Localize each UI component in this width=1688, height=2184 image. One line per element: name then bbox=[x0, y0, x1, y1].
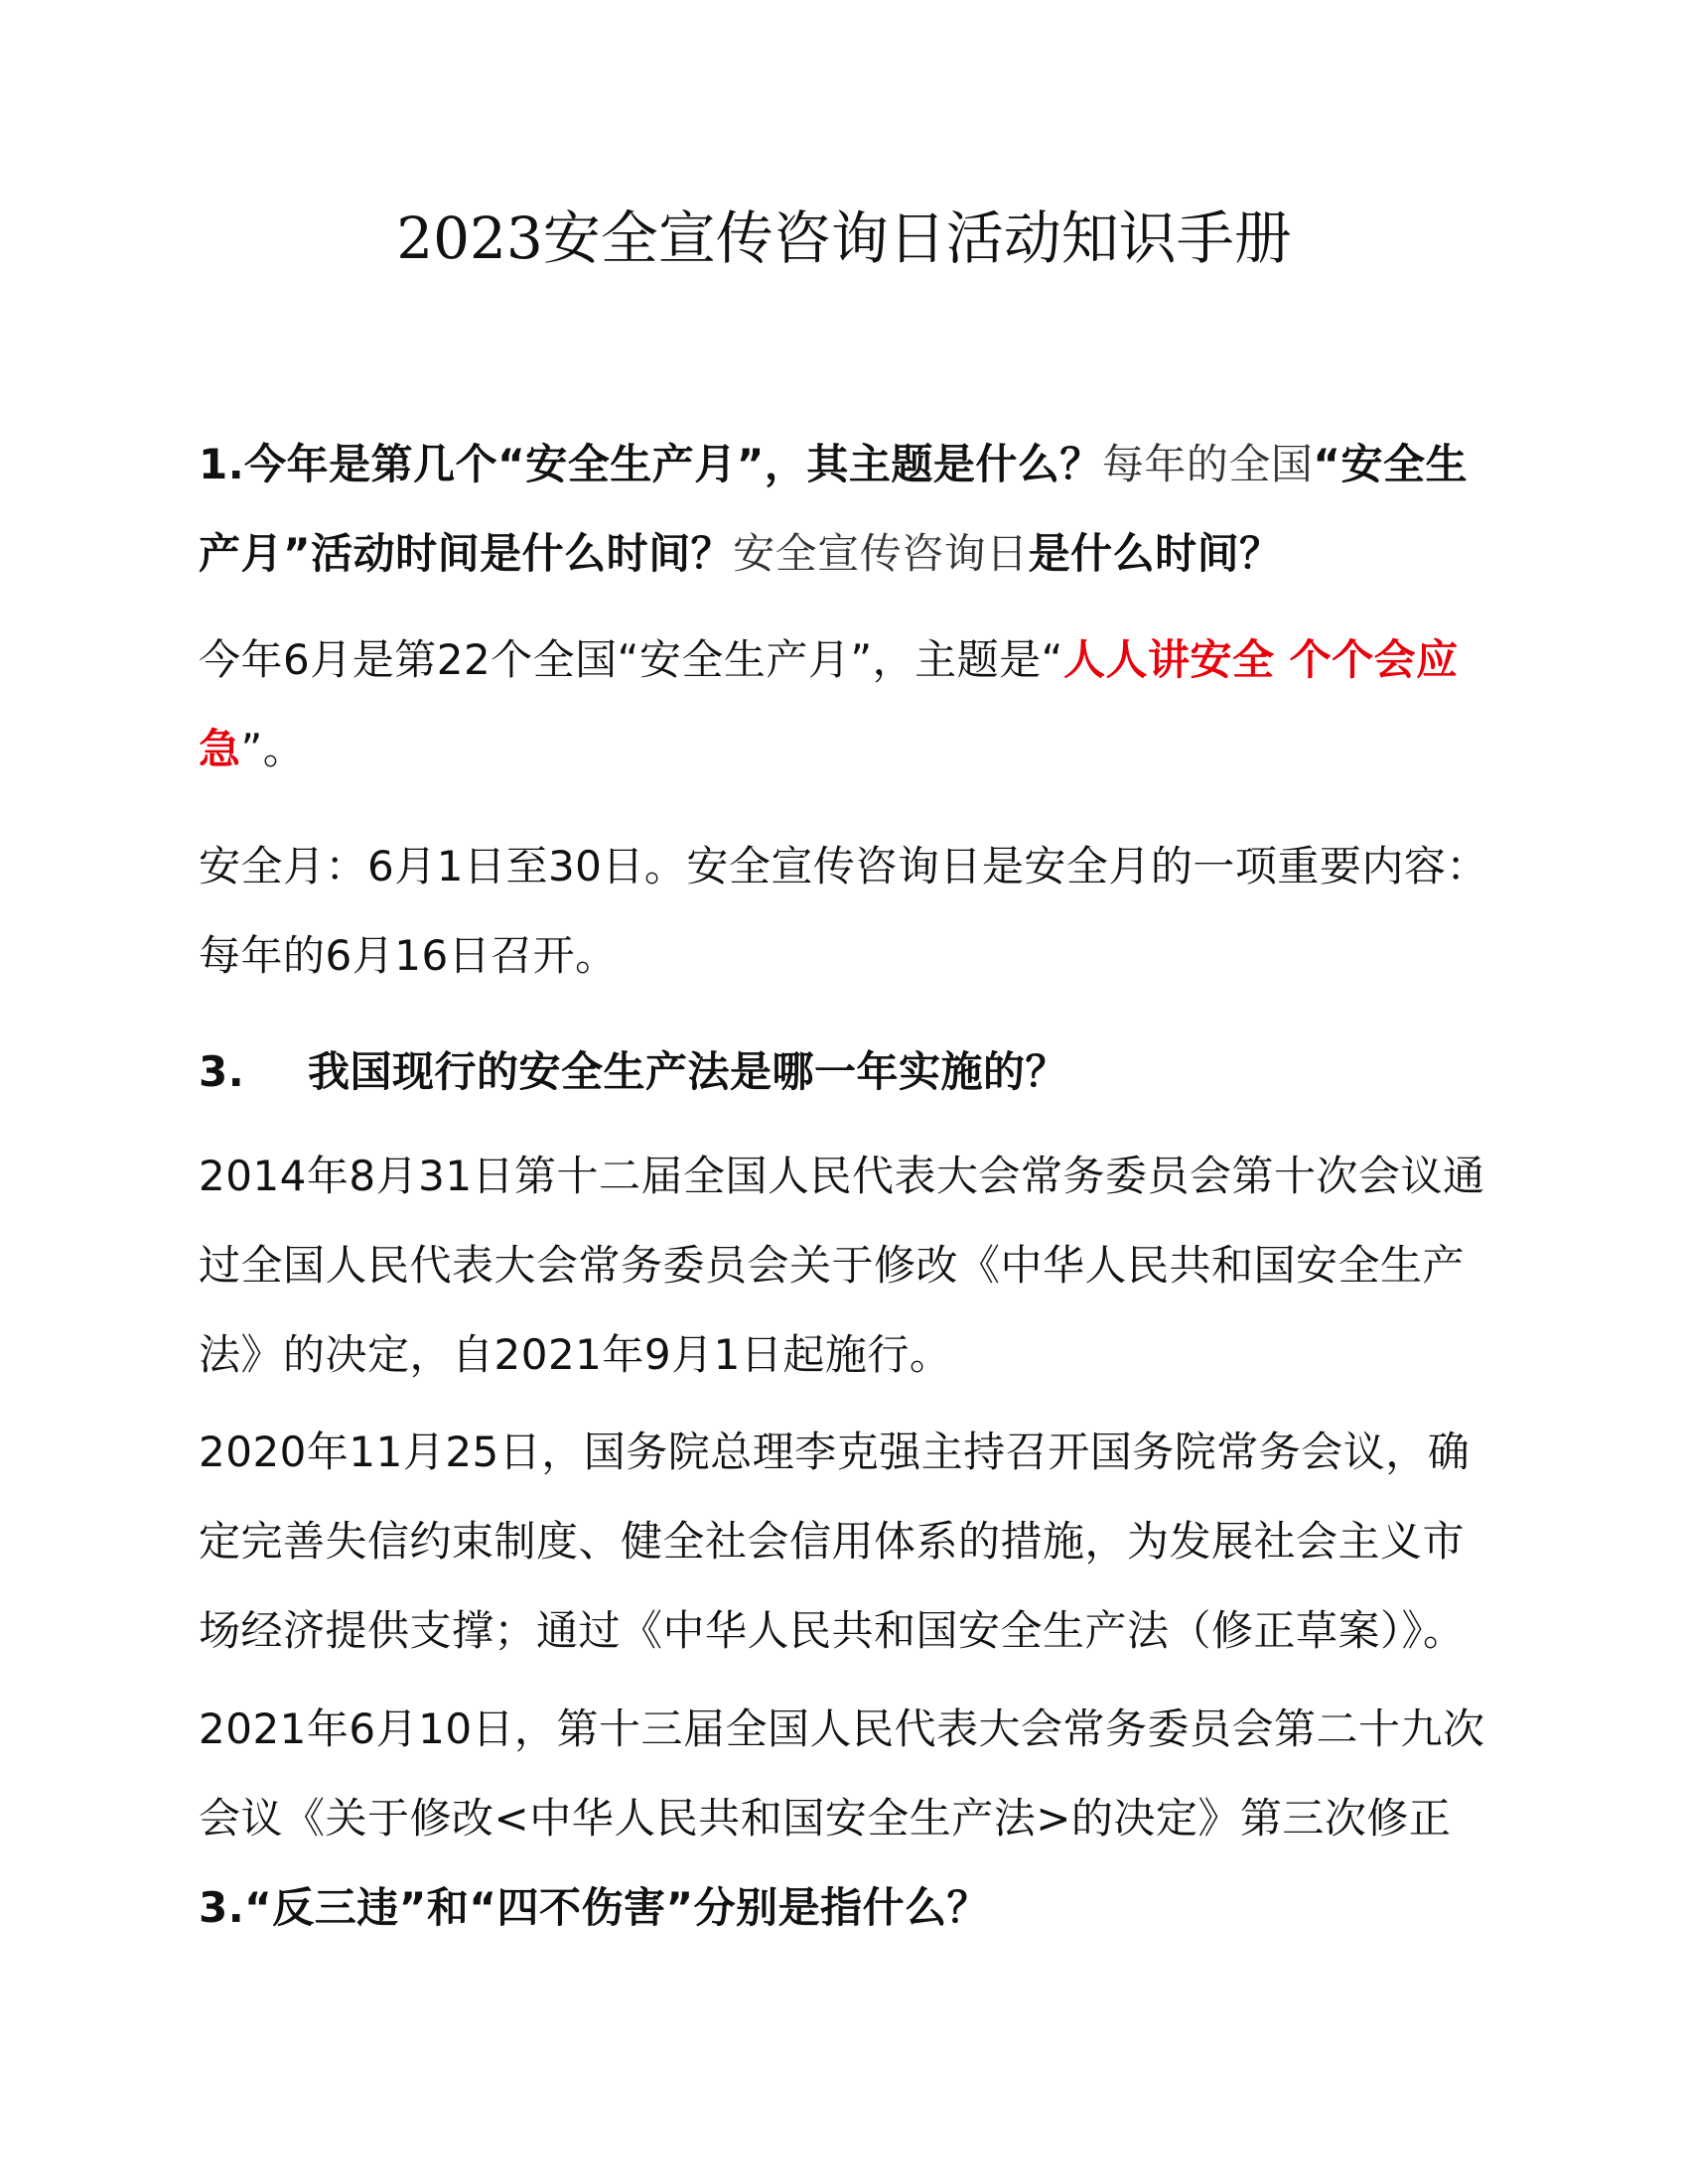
document-title: 2023安全宣传咨询日活动知识手册 bbox=[396, 205, 1292, 272]
question-1-part4: 安全宣传咨询日 bbox=[733, 529, 1029, 578]
answer-1-suffix: ”。 bbox=[240, 725, 306, 773]
question-2-text: 我国现行的安全生产法是哪一年实施的？ bbox=[308, 1047, 1068, 1096]
question-1-part2: 每年的全国 bbox=[1101, 440, 1314, 488]
answer-1 bbox=[199, 615, 1489, 794]
answer-2-paragraph-2: 2020年11月25日，国务院总理李克强主持召开国务院常务会议，确定完善失信约束制度、健全社会信用体系的措施，为发展社会主义市场经济提供支撑；通过《中华人民共和国安全生产法（修正草案）》。 bbox=[199, 1428, 1471, 1655]
question-1-part1: 1.今年是第几个“安全生产月”，其主题是什么？ bbox=[199, 440, 1102, 488]
question-1-part5: 是什么时间？ bbox=[1028, 529, 1282, 578]
question-1-part3: “安全生产月”活动时间是什么时间？ bbox=[199, 440, 1469, 578]
question-1 bbox=[199, 420, 1489, 599]
question-3: 3.“反三违”和“四不伤害”分别是指什么？ bbox=[199, 1883, 990, 1932]
question-2-number: 3. bbox=[199, 1047, 245, 1096]
question-2 bbox=[199, 1027, 1489, 1117]
answer-1-theme: 人人讲安全 个个会应急 bbox=[199, 635, 1459, 773]
answer-2-paragraph-3: 2021年6月10日，第十三届全国人民代表大会常务委员会第二十九次会议《关于修改<中华人民共和国安全生产法>的决定》第三次修正 bbox=[199, 1705, 1485, 1843]
answer-1-month: 安全月：6月1日至30日。安全宣传咨询日是安全月的一项重要内容：每年的6月16日召开。 bbox=[199, 842, 1488, 980]
answer-1-prefix: 今年6月是第22个全国“安全生产月”，主题是“ bbox=[199, 635, 1063, 684]
answer-2-paragraph-1: 2014年8月31日第十二届全国人民代表大会常务委员会第十次会议通过全国人民代表大会常务委员会关于修改《中华人民共和国安全生产法》的决定，自2021年9月1日起施行。 bbox=[199, 1152, 1485, 1379]
